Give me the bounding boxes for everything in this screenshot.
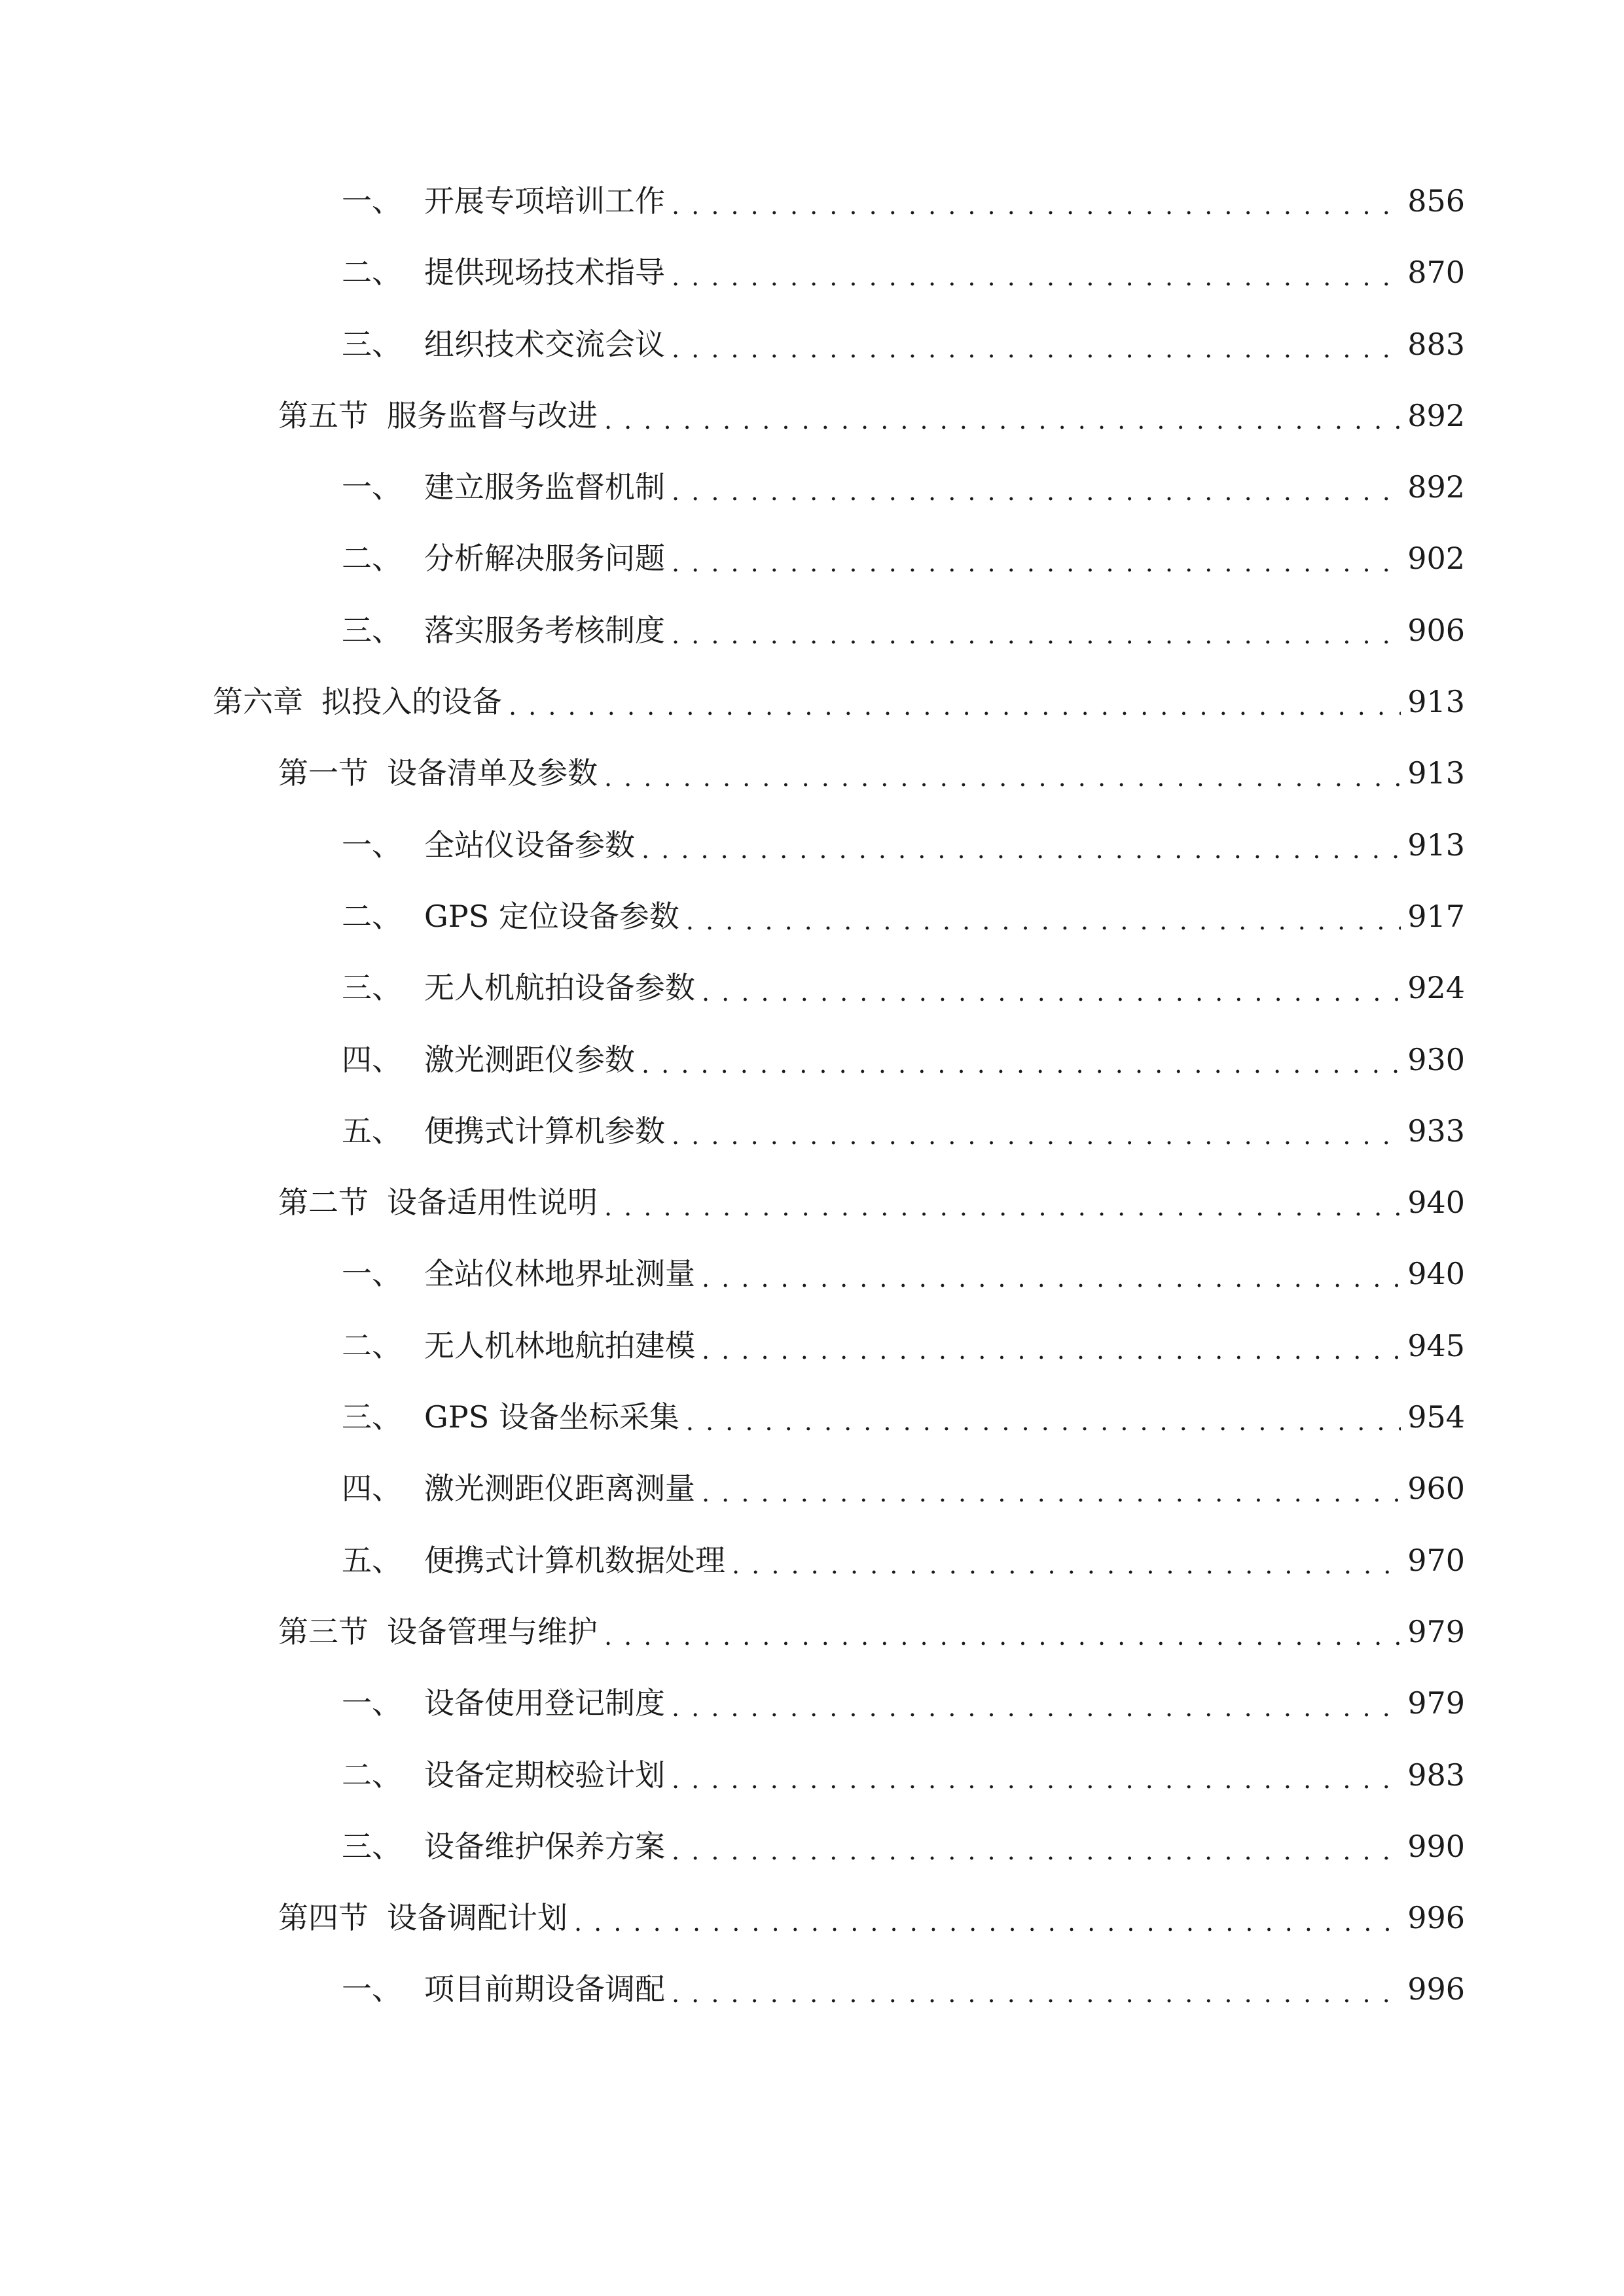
toc-entry-title: 全站仪林地界址测量 [424, 1256, 695, 1292]
toc-dot-leader [702, 968, 1401, 1007]
toc-entry-title: 激光测距仪参数 [424, 1041, 635, 1077]
toc-entry[interactable] [0, 396, 1624, 467]
toc-entry-row [342, 1541, 1465, 1580]
toc-entry-row [342, 181, 1465, 221]
toc-entry-number: 五、 [342, 1113, 402, 1149]
toc-entry-page-number: 960 [1407, 1471, 1465, 1507]
toc-dot-leader [604, 1612, 1401, 1651]
toc-entry-page-number: 979 [1407, 1685, 1465, 1721]
toc-entry-row [342, 1254, 1465, 1293]
toc-entry-title: 设备定期校验计划 [424, 1757, 665, 1793]
toc-dot-leader [672, 1755, 1401, 1795]
toc-entry-page-number: 913 [1407, 827, 1465, 863]
toc-entry[interactable] [0, 682, 1624, 753]
toc-entry-title: 便携式计算机参数 [424, 1113, 665, 1149]
toc-dot-leader [732, 1541, 1401, 1580]
toc-entry-number: 第二节 [278, 1185, 369, 1221]
toc-entry[interactable] [0, 753, 1624, 825]
toc-entry[interactable] [0, 1827, 1624, 1898]
toc-dot-leader [672, 1969, 1401, 2009]
toc-entry-row [213, 682, 1465, 721]
toc-dot-leader [702, 1254, 1401, 1293]
toc-dot-leader [672, 1111, 1401, 1151]
toc-entry-title: 设备适用性说明 [387, 1185, 598, 1221]
toc-entry-title: 便携式计算机数据处理 [424, 1542, 725, 1578]
toc-entry-number: 一、 [342, 469, 402, 505]
toc-entry-page-number: 892 [1407, 469, 1465, 505]
toc-dot-leader [672, 1827, 1401, 1866]
toc-entry-title: 拟投入的设备 [321, 684, 502, 720]
toc-entry-row [342, 611, 1465, 650]
toc-entry-row [278, 1183, 1465, 1222]
toc-entry-title: 分析解决服务问题 [424, 541, 665, 577]
toc-dot-leader [672, 467, 1401, 507]
toc-entry-page-number: 954 [1407, 1399, 1465, 1435]
toc-entry-title: 无人机林地航拍建模 [424, 1327, 695, 1363]
toc-entry-page-number: 902 [1407, 541, 1465, 577]
toc-dot-leader [672, 1683, 1401, 1723]
toc-entry-row [342, 253, 1465, 292]
toc-entry-title: 激光测距仪距离测量 [424, 1471, 695, 1507]
toc-entry-number: 一、 [342, 827, 402, 863]
toc-entry[interactable] [0, 1326, 1624, 1397]
toc-entry-number: 第四节 [278, 1900, 369, 1936]
toc-entry-row [342, 1326, 1465, 1365]
toc-entry-number: 五、 [342, 1542, 402, 1578]
toc-entry-row [342, 1397, 1465, 1437]
toc-entry[interactable] [0, 1254, 1624, 1325]
toc-entry[interactable] [0, 1111, 1624, 1183]
toc-dot-leader [702, 1469, 1401, 1508]
toc-entry-number: 第一节 [278, 755, 369, 791]
toc-entry-row [342, 325, 1465, 364]
toc-entry[interactable] [0, 1612, 1624, 1683]
toc-entry-row [278, 1612, 1465, 1651]
toc-entry[interactable] [0, 1040, 1624, 1111]
toc-dot-leader [672, 325, 1401, 364]
toc-entry[interactable] [0, 539, 1624, 610]
toc-entry-title: GPS 设备坐标采集 [424, 1399, 679, 1435]
toc-entry-number: 一、 [342, 1256, 402, 1292]
toc-dot-leader [641, 1040, 1401, 1079]
toc-entry-title: 设备调配计划 [387, 1900, 568, 1936]
toc-list [0, 181, 1624, 2041]
toc-dot-leader [672, 253, 1401, 292]
toc-entry-number: 四、 [342, 1471, 402, 1507]
toc-dot-leader [672, 611, 1401, 650]
toc-entry-page-number: 970 [1407, 1542, 1465, 1578]
toc-entry[interactable] [0, 611, 1624, 682]
toc-entry-number: 二、 [342, 898, 402, 934]
toc-entry-title: 服务监督与改进 [387, 397, 598, 433]
toc-entry-number: 四、 [342, 1041, 402, 1077]
toc-entry-title: 组织技术交流会议 [424, 326, 665, 362]
toc-entry[interactable] [0, 1469, 1624, 1540]
toc-dot-leader [672, 181, 1401, 221]
toc-entry-page-number: 917 [1407, 898, 1465, 934]
toc-entry[interactable] [0, 253, 1624, 324]
toc-entry[interactable] [0, 1183, 1624, 1254]
toc-entry-page-number: 870 [1407, 255, 1465, 291]
toc-entry-number: 一、 [342, 1971, 402, 2007]
toc-entry-number: 二、 [342, 255, 402, 291]
toc-entry[interactable] [0, 1755, 1624, 1827]
toc-entry-row [342, 1827, 1465, 1866]
toc-entry-number: 三、 [342, 970, 402, 1006]
toc-entry-row [342, 539, 1465, 578]
toc-dot-leader [641, 825, 1401, 865]
toc-entry-number: 第三节 [278, 1613, 369, 1649]
toc-entry-page-number: 906 [1407, 612, 1465, 648]
toc-dot-leader [686, 1397, 1401, 1437]
toc-entry-row [278, 753, 1465, 793]
toc-entry-page-number: 940 [1407, 1256, 1465, 1292]
toc-entry-title: 建立服务监督机制 [424, 469, 665, 505]
toc-entry-page-number: 924 [1407, 970, 1465, 1006]
toc-entry[interactable] [0, 181, 1624, 253]
toc-dot-leader [574, 1898, 1401, 1937]
toc-entry-number: 三、 [342, 1828, 402, 1864]
toc-entry[interactable] [0, 1969, 1624, 2041]
toc-entry-page-number: 883 [1407, 326, 1465, 362]
toc-entry[interactable] [0, 467, 1624, 539]
toc-entry-page-number: 892 [1407, 397, 1465, 433]
toc-entry-title: 设备管理与维护 [387, 1613, 598, 1649]
toc-entry-number: 第六章 [213, 684, 303, 720]
toc-entry-page-number: 979 [1407, 1613, 1465, 1649]
toc-entry-number: 二、 [342, 541, 402, 577]
toc-entry-number: 一、 [342, 1685, 402, 1721]
toc-entry-title: 开展专项培训工作 [424, 183, 665, 219]
toc-entry-title: 设备清单及参数 [387, 755, 598, 791]
toc-dot-leader [686, 897, 1401, 936]
toc-entry-number: 三、 [342, 612, 402, 648]
toc-entry[interactable] [0, 325, 1624, 396]
toc-entry-page-number: 940 [1407, 1185, 1465, 1221]
toc-dot-leader [604, 1183, 1401, 1222]
toc-entry-title: 落实服务考核制度 [424, 612, 665, 648]
toc-entry-row [342, 1969, 1465, 2009]
toc-entry-title: 提供现场技术指导 [424, 255, 665, 291]
toc-entry-row [278, 1898, 1465, 1937]
toc-entry[interactable] [0, 897, 1624, 968]
toc-entry[interactable] [0, 825, 1624, 897]
toc-entry-title: 项目前期设备调配 [424, 1971, 665, 2007]
toc-entry-number: 三、 [342, 326, 402, 362]
toc-entry-number: 二、 [342, 1327, 402, 1363]
toc-entry-title: GPS 定位设备参数 [424, 898, 679, 934]
toc-entry-title: 无人机航拍设备参数 [424, 970, 695, 1006]
toc-entry-row [342, 1469, 1465, 1508]
toc-entry[interactable] [0, 1397, 1624, 1469]
toc-dot-leader [509, 682, 1401, 721]
toc-entry-number: 第五节 [278, 397, 369, 433]
toc-entry-page-number: 930 [1407, 1041, 1465, 1077]
toc-entry-number: 一、 [342, 183, 402, 219]
toc-dot-leader [702, 1326, 1401, 1365]
toc-dot-leader [604, 753, 1401, 793]
toc-entry-page-number: 856 [1407, 183, 1465, 219]
toc-entry[interactable] [0, 1541, 1624, 1612]
toc-entry[interactable] [0, 1898, 1624, 1969]
toc-entry-page-number: 945 [1407, 1327, 1465, 1363]
toc-entry-page-number: 983 [1407, 1757, 1465, 1793]
toc-entry-page-number: 933 [1407, 1113, 1465, 1149]
toc-entry-title: 设备维护保养方案 [424, 1828, 665, 1864]
toc-dot-leader [672, 539, 1401, 578]
toc-entry-page-number: 913 [1407, 755, 1465, 791]
toc-entry-row [278, 396, 1465, 435]
toc-entry-row [342, 825, 1465, 865]
toc-entry-title: 全站仪设备参数 [424, 827, 635, 863]
toc-entry-row [342, 1111, 1465, 1151]
toc-entry-number: 三、 [342, 1399, 402, 1435]
toc-entry-title: 设备使用登记制度 [424, 1685, 665, 1721]
toc-entry-row [342, 1683, 1465, 1723]
toc-entry-page-number: 996 [1407, 1971, 1465, 2007]
toc-entry-page-number: 990 [1407, 1828, 1465, 1864]
toc-entry[interactable] [0, 968, 1624, 1039]
toc-entry-row [342, 1040, 1465, 1079]
toc-dot-leader [604, 396, 1401, 435]
toc-entry[interactable] [0, 1683, 1624, 1755]
toc-entry-row [342, 897, 1465, 936]
toc-entry-row [342, 1755, 1465, 1795]
toc-entry-row [342, 968, 1465, 1007]
toc-entry-page-number: 996 [1407, 1900, 1465, 1936]
toc-entry-row [342, 467, 1465, 507]
toc-entry-page-number: 913 [1407, 684, 1465, 720]
toc-entry-number: 二、 [342, 1757, 402, 1793]
